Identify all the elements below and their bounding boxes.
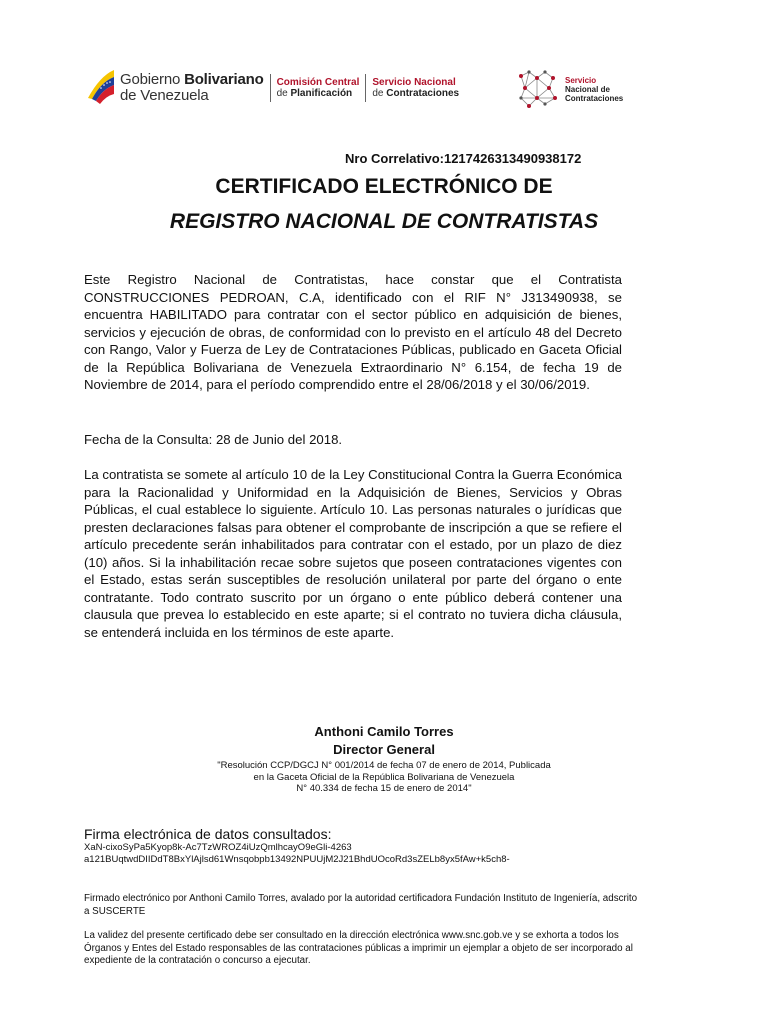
snc-logo [515,68,623,110]
snc-line3: Contrataciones [565,93,624,103]
agency1-line1: Comisión Central [276,77,360,88]
correlativo-number: Nro Correlativo:1217426313490938172 [345,151,582,166]
firma-hash [84,842,510,865]
snc-name [565,76,623,103]
agency-planificacion [277,77,360,99]
gov-line2: de Venezuela [120,87,209,104]
registration-paragraph: Este Registro Nacional de Contratistas, hace constar que el Contratista CONSTRUCCIONES PEDROAN, C.A, identificado con el RIF N° J313490938, se encuentra HABILITADO para contratar con el sector público en adquisición de bienes, servicios y ejecución de obras, de conformidad con lo previsto en el artículo 48 del Decreto con Rango, Valor y Fuerza de Ley de Contrataciones Públicas, publicado en Gaceta Oficial de la República Bolivariana de Venezuela Extraordinario N° 6.154, de fecha 19 de Noviembre de 2014, para el período comprendido entre el 28/06/2018 y el 30/06/2019. [84,272,622,392]
agency-contrataciones [372,77,459,99]
agency1-prefix: de [276,88,291,99]
agency1-bold: Planificación [290,88,353,99]
gov-bold: Bolivariano [184,71,264,88]
consult-date: Fecha de la Consulta: 28 de Junio del 2018. [84,432,343,447]
title-line1: CERTIFICADO ELECTRÓNICO DE [215,175,553,198]
gov-prefix: Gobierno [120,71,185,88]
snc-line2: Nacional de [565,84,610,94]
agency2-line1: Servicio Nacional [372,77,456,88]
divider [365,74,366,102]
resolution-line3: N° 40.334 de fecha 15 de enero de 2014" [296,783,472,794]
venezuela-flag-icon [86,68,116,108]
government-header [86,68,459,108]
firma-label: Firma electrónica de datos consultados: [84,826,332,842]
firma-line2: a121BUqtwdDIIDdT8BxYlAjlsd61Wnsqobpb13492NPUUjM2J21BhdUOcoRd3sZELb8yx5fAw+k5ch8- [84,853,510,865]
divider [270,74,271,102]
title-line2: REGISTRO NACIONAL DE CONTRATISTAS [169,210,599,233]
snc-line1: Servicio [565,75,597,85]
resolution-note [0,760,768,795]
firmado-por: Firmado electrónico por Anthoni Camilo Torres, avalado por la autoridad certificadora Fundación Instituto de Ingeniería, adscrito a SUSCERTE [84,893,638,917]
signer-title: Director General [333,742,435,757]
resolution-line2: en la Gaceta Oficial de la República Bolivariana de Venezuela [253,771,515,783]
signer-name: Anthoni Camilo Torres [314,724,454,739]
firma-line1: XaN-cixoSyPa5Kyop8k-Ac7TzWROZ4iUzQmlhcayO9eGli-4263 [84,842,352,853]
government-name [120,72,264,104]
validez-note: La validez del presente certificado debe ser consultado en la dirección electrónica www.snc.gob.ve y se exhorta a todos los Órganos y Entes del Estado responsables de las contrataciones públicas a imprimir un ejemplar a objeto de ser incorporado al expediente de la contratación o concurso a ejecutar. [84,930,633,966]
agency2-bold: Contrataciones [386,88,460,99]
resolution-line1: "Resolución CCP/DGCJ N° 001/2014 de fecha 07 de enero de 2014, Publicada [217,760,551,771]
legal-paragraph: La contratista se somete al artículo 10 de la Ley Constitucional Contra la Guerra Económica para la Racionalidad y Uniformidad en la Adquisición de Bienes, Servicios y Obras Públicas, el cual establece lo siguiente. Artículo 10. Las personas naturales o jurídicas que presten declaraciones falsas para obtener el comprobante de inscripción a que se refiere el artículo precedente serán inhabilitados para contratar con el estado, por un plazo de diez (10) años. Si la inhabilitación recae sobre sujetos que poseen contrataciones vigentes con el Estado, estas serán susceptibles de resolución unilateral por parte del órgano o ente contratante. Todo contrato suscrito por un órgano o ente público deberá contener una clausula que prevea lo establecido en este aparte; si el contrato no tuviera dicha cláusula, se entenderá incluida en los términos de este aparte. [84,467,622,640]
agency2-prefix: de [372,88,387,99]
snc-network-icon [515,68,561,110]
